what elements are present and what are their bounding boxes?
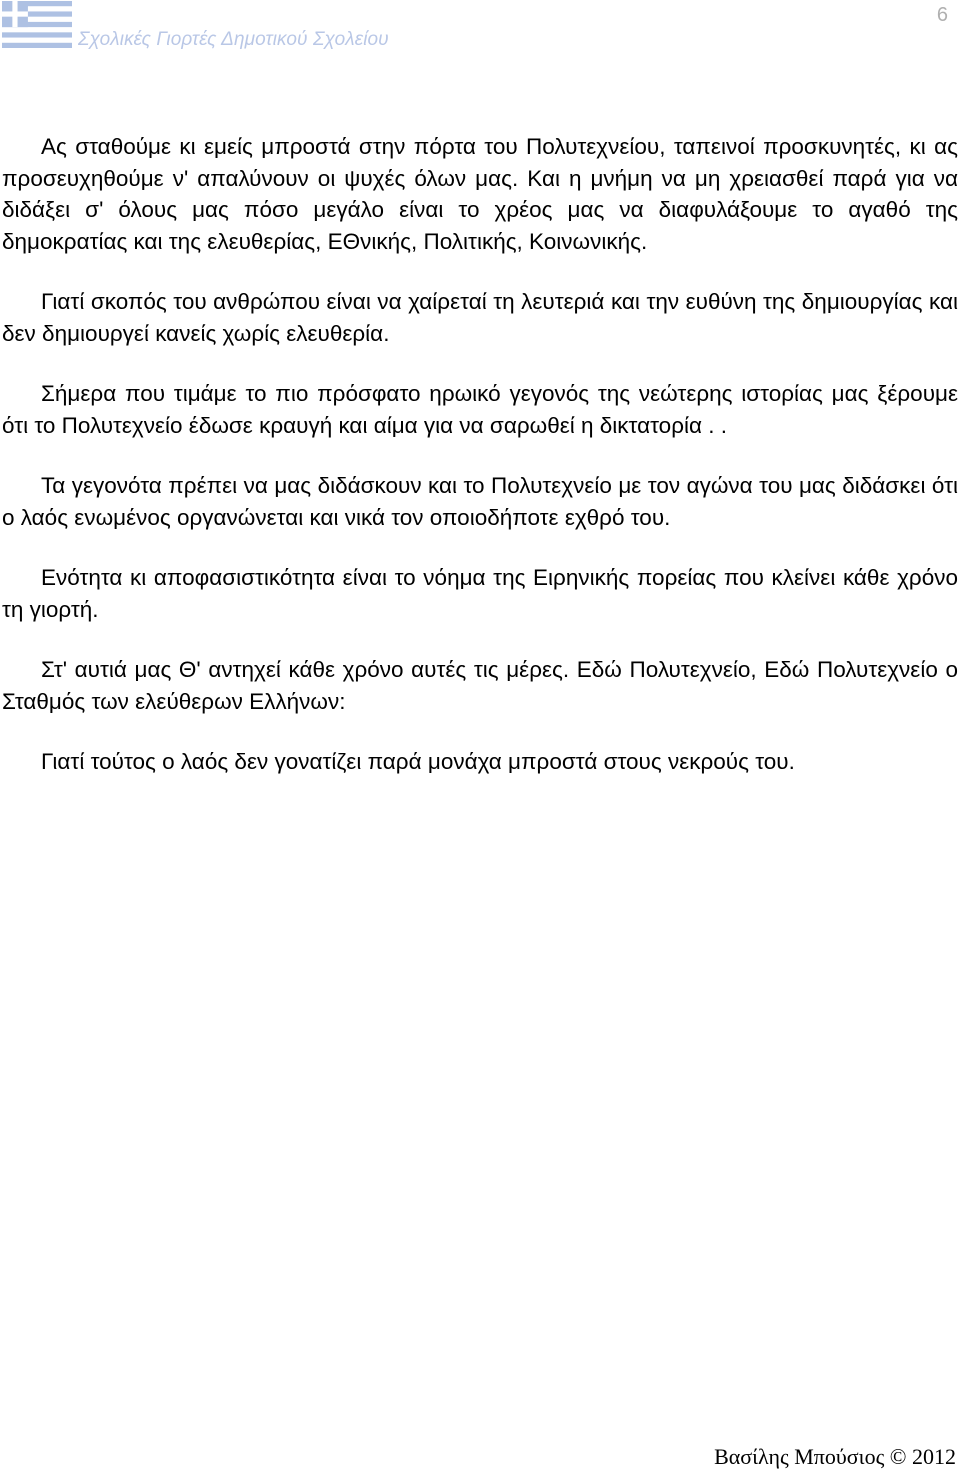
page-header — [0, 0, 960, 60]
paragraph: Σήμερα που τιμάμε το πιο πρόσφατο ηρωικό γεγονός της νεώτερης ιστορίας μας ξέρουμε ότι το Πολυτεχνείο έδωσε κραυγή και αίμα για να σαρωθεί η δικτατορία . . — [2, 381, 958, 438]
paragraph: Ας σταθούμε κι εμείς μπροστά στην πόρτα του Πολυτεχνείου, ταπεινοί προσκυνητές, κι ας προσευχηθούμε ν' απαλύνουν οι ψυχές όλων μας. Και η μνήμη να μη χρειασθεί παρά για να διδάξει σ' όλους μας πόσο μεγάλο είναι το χρέος μας να διαφυλάξουμε το αγαθό της δημοκρατίας και της ελευθερίας, ΕΘνικής, Πολιτικής, Κοινωνικής. — [2, 134, 958, 254]
page-number: 6 — [936, 4, 948, 26]
paragraph: Τα γεγονότα πρέπει να μας διδάσκουν και το Πολυτεχνείο με τον αγώνα του μας διδάσκει ότι ο λαός ενωμένος οργανώνεται και νικά τον οποιοδήποτε εχθρό του. — [2, 473, 958, 530]
document-body — [2, 131, 958, 807]
paragraph: Στ' αυτιά μας Θ' αντηχεί κάθε χρόνο αυτές τις μέρες. Εδώ Πολυτεχνείο, Εδώ Πολυτεχνείο ο Σταθμός των ελεύθερων Ελλήνων: — [2, 657, 958, 714]
document-title: Σχολικές Γιορτές Δημοτικού Σχολείου — [78, 29, 389, 50]
paragraph: Γιατί τούτος ο λαός δεν γονατίζει παρά μονάχα μπροστά στους νεκρούς του. — [41, 749, 795, 774]
paragraph: Γιατί σκοπός του ανθρώπου είναι να χαίρεταί τη λευτεριά και την ευθύνη της δημιουργίας και δεν δημιουργεί κανείς χωρίς ελευθερία. — [2, 289, 958, 346]
footer-author: Βασίλης Μπούσιος © 2012 — [714, 1444, 956, 1469]
paragraph: Ενότητα κι αποφασιστικότητα είναι το νόημα της Ειρηνικής πορείας που κλείνει κάθε χρόνο τη γιορτή. — [2, 565, 958, 622]
greek-flag-icon — [2, 1, 72, 48]
